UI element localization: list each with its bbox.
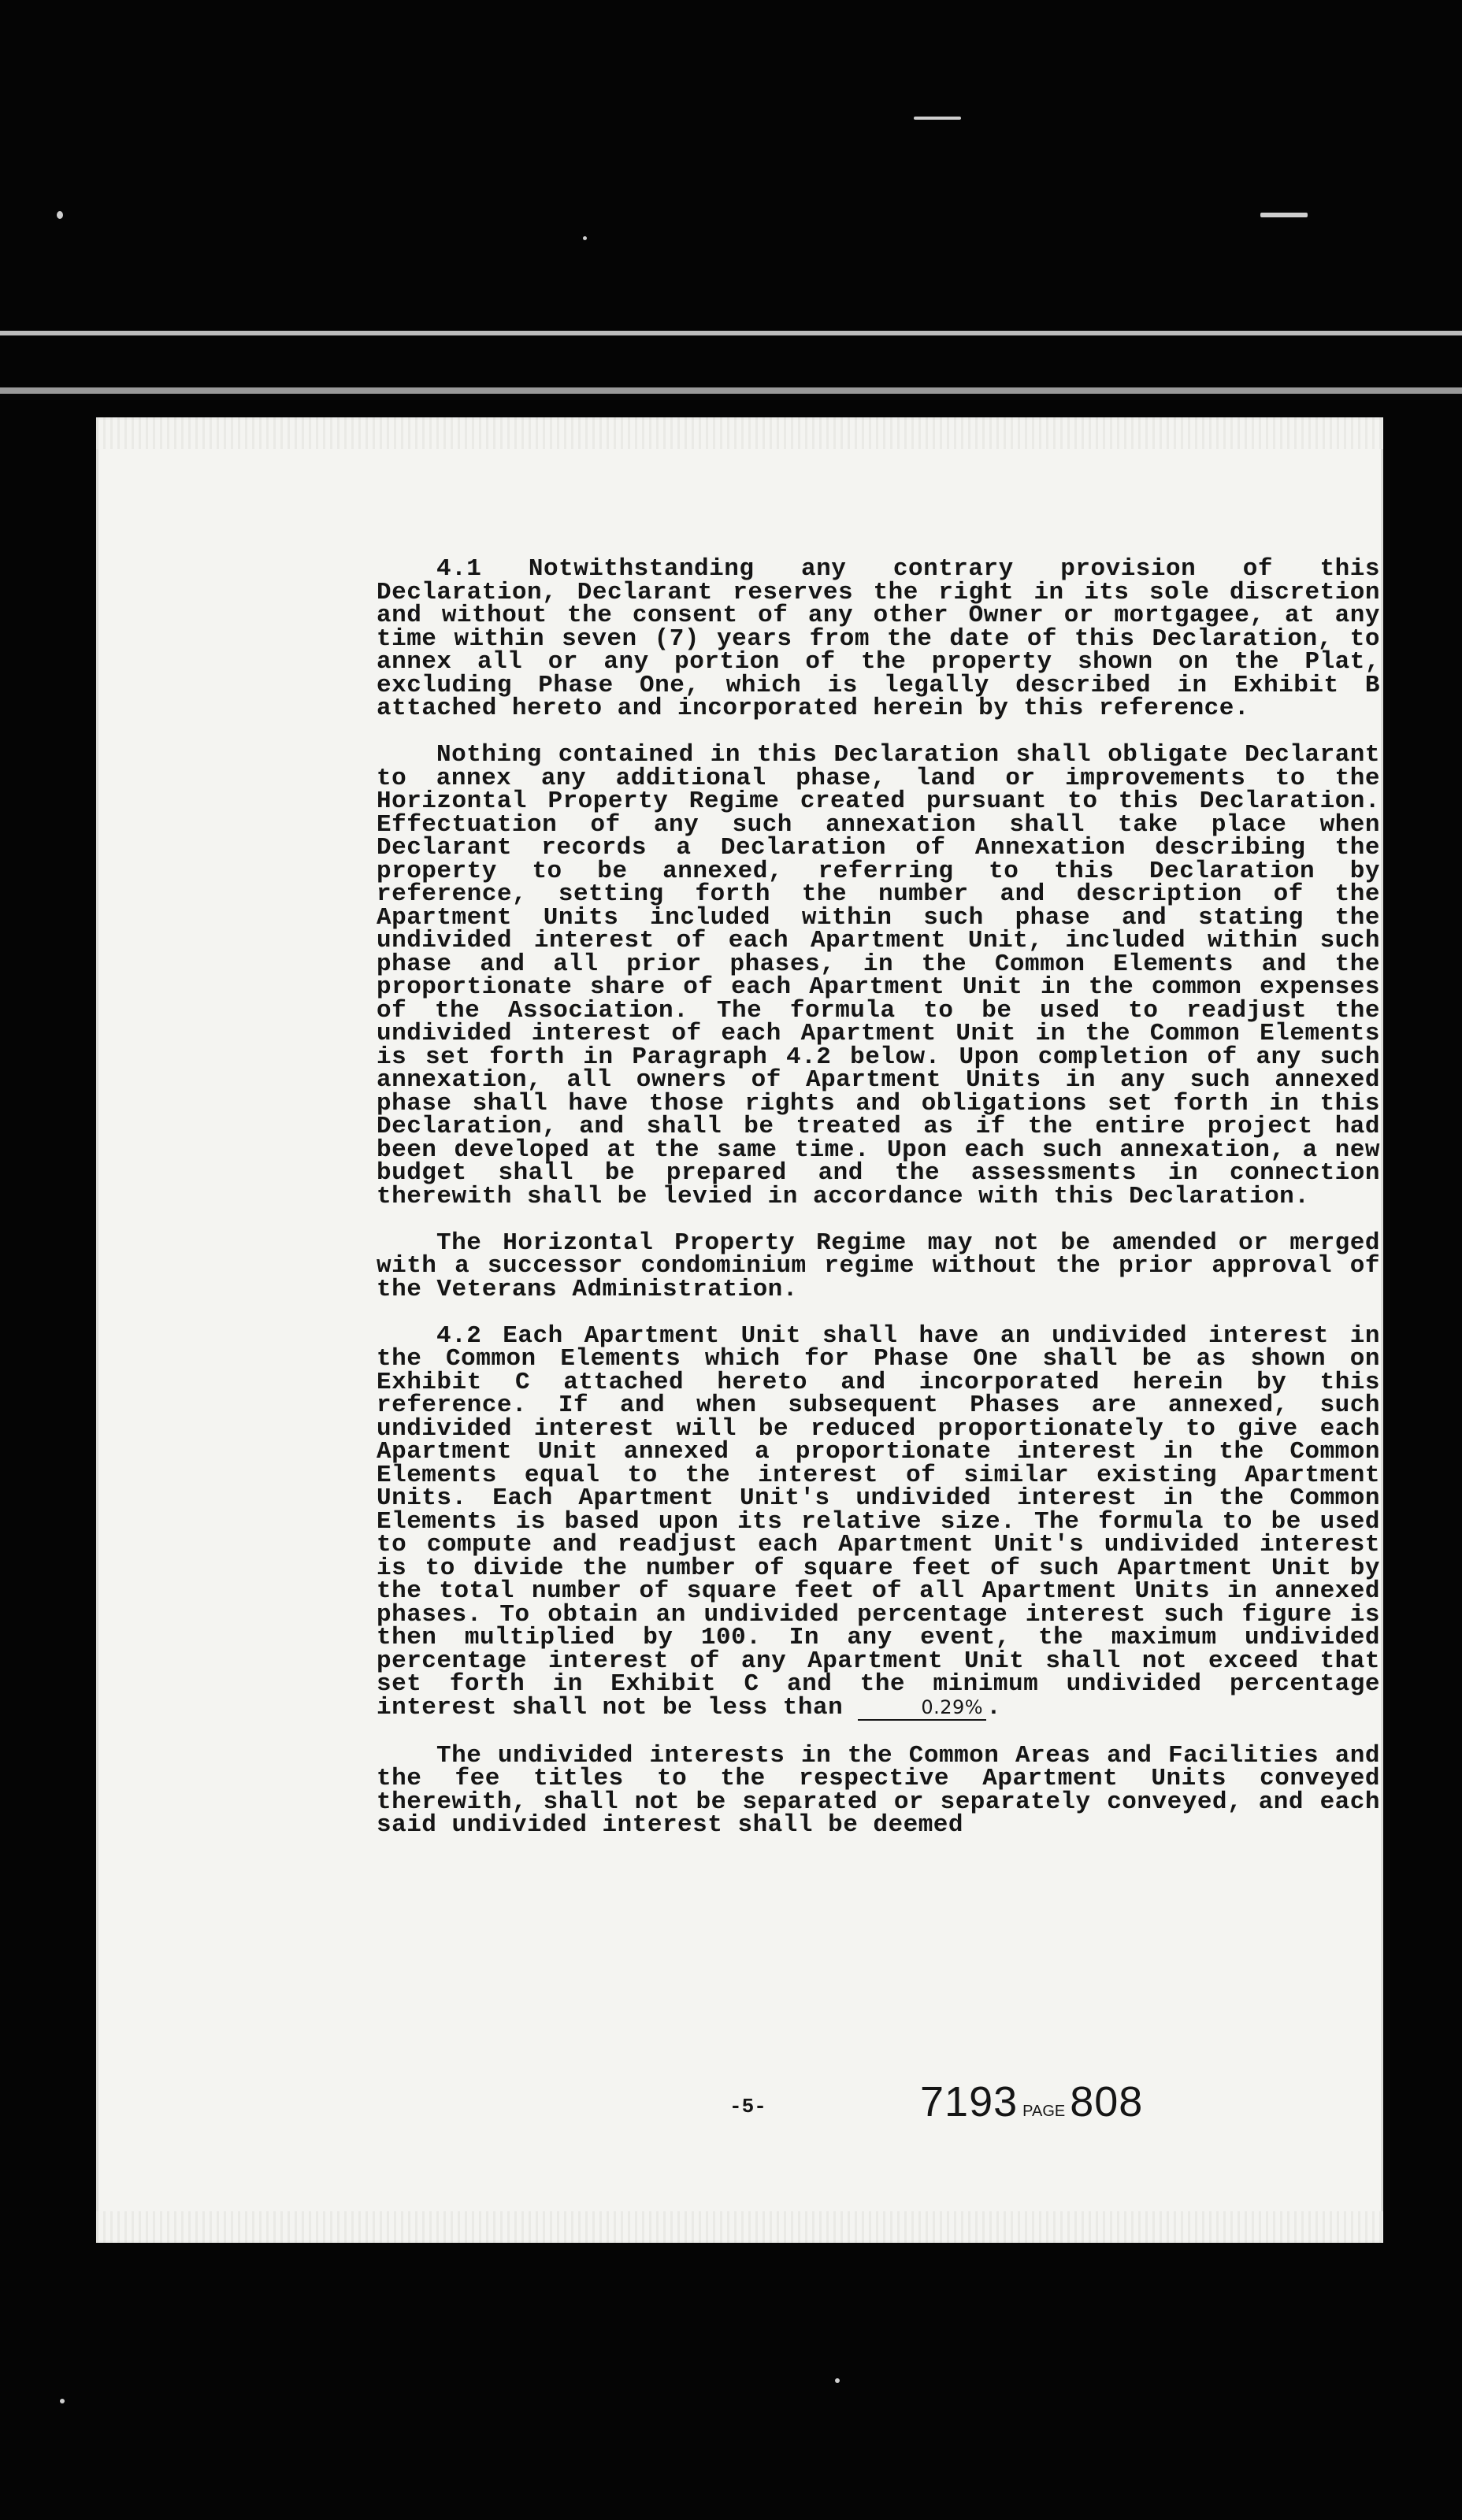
page-scan-noise: [96, 417, 1383, 449]
book-page-stamp: [920, 2077, 1143, 2126]
book-number: 7193: [920, 2078, 1019, 2125]
scan-speck: [1260, 213, 1308, 217]
paragraph-4-2-text: 4.2 Each Apartment Unit shall have an undivided interest in the Common Elements which for Phase One shall be as shown on Exhibit C attached hereto and incorporated herein by this reference. If and when subsequent Phases are annexed, such undivided interest will be reduced proportionately to give each Apartment Unit annexed a proportionate interest in the Common Elements equal to the interest of similar existing Apartment Units. Each Apartment Unit's undivided interest in the Common Elements is based upon its relative size. The formula to be used to compute and readjust each Apartment Unit's undivided interest is to divide the number of square feet of such Apartment Unit by the total number of square feet of all Apartment Units in annexed phases. To obtain an undivided percentage interest such figure is then multiplied by 100. In any event, the maximum undivided percentage interest of any Apartment Unit shall not exceed that set forth in Exhibit C and the minimum undivided percentage interest shall not be less than: [377, 1321, 1380, 1721]
document-page: [96, 417, 1383, 2243]
handwritten-percentage: 0.29%: [858, 1696, 986, 1721]
scan-speck: [583, 236, 587, 240]
scan-speck: [57, 211, 63, 219]
paragraph-4-2: [377, 1321, 1380, 1721]
book-page-label: PAGE: [1022, 2103, 1066, 2120]
page-number: -5-: [729, 2095, 766, 2118]
scanner-edge-line: [0, 387, 1462, 394]
scanner-edge-line: [0, 331, 1462, 335]
paragraph-undivided-interests: The undivided interests in the Common Areas and Facilities and the fee titles to the respective Apartment Units conveyed therewith, shall not be separated or separately conveyed, and each said undivided interest shall be deemed: [377, 1741, 1380, 1839]
paragraph-4-1: 4.1 Notwithstanding any contrary provision of this Declaration, Declarant reserves the right in its sole discretion and without the consent of any other Owner or mortgagee, at any time within seven (7) years from the date of this Declaration, to annex all or any portion of the property shown on the Plat, excluding Phase One, which is legally described in Exhibit B attached hereto and incorporated herein by this reference.: [377, 555, 1380, 722]
document-body: [377, 555, 1380, 1860]
book-page-number: 808: [1070, 2078, 1144, 2125]
paragraph-annexation: Nothing contained in this Declaration shall obligate Declarant to annex any additional phase, land or improvements to the Horizontal Property Regime created pursuant to this Declaration. Effectuation of any such annexation shall take place when Declarant records a Declaration of Annexation describing the property to be annexed, referring to this Declaration by reference, setting forth the number and description of the Apartment Units included within such phase and stating the undivided interest of each Apartment Unit, included within such phase and all prior phases, in the Common Elements and the proportionate share of each Apartment Unit in the common expenses of the Association. The formula to be used to readjust the undivided interest of each Apartment Unit in the Common Elements is set forth in Paragraph 4.2 below. Upon completion of any such annexation, all owners of Apartment Units in any such annexed phase shall have those rights and obligations set forth in this Declaration, and shall be treated as if the entire project had been developed at the same time. Upon each such annexation, a new budget shall be prepared and the assessments in connection therewith shall be levied in accordance with this Declaration.: [377, 741, 1380, 1210]
page-scan-noise: [96, 2211, 1383, 2243]
scan-speck: [914, 117, 961, 120]
paragraph-4-2-end: .: [986, 1693, 1002, 1721]
paragraph-amendment: The Horizontal Property Regime may not be amended or merged with a successor condominium regime without the prior approval of the Veterans Administration.: [377, 1228, 1380, 1303]
scan-speck: [60, 2399, 65, 2403]
scan-speck: [835, 2378, 840, 2383]
